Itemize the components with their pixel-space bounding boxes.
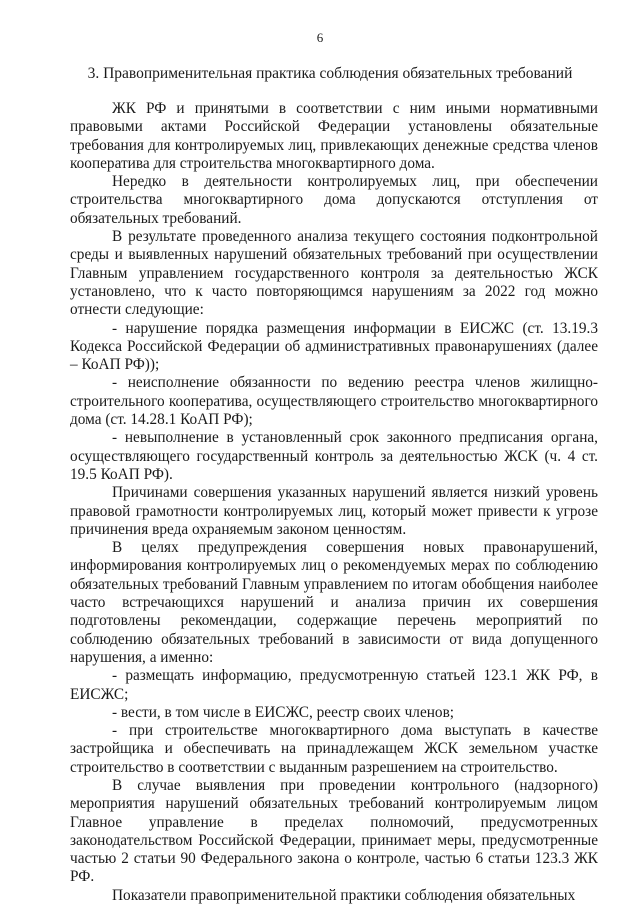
paragraph: В результате проведенного анализа текущего состояния подконтрольной среды и выявленных нарушений обязательных требований при осуществлении Главным управлением государственного контроля за деятельностью ЖСК установлено, что к часто повторяющимся нарушениям за 2022 год можно отнести следующие: xyxy=(70,228,598,319)
paragraph: В целях предупреждения совершения новых правонарушений, информирования контролируемых лиц о рекомендуемых мерах по соблюдению обязательных требований Главным управлением по итогам обобщения наиболее часто встречающихся нарушений и анализа причин их совершения подготовлены рекомендации, содержащие перечень мероприятий по соблюдению обязательных требований в зависимости от вида допущенного нарушения, а именно: xyxy=(70,539,598,666)
list-item: - невыполнение в установленный срок законного предписания органа, осуществляющего государственный контроль за деятельностью ЖСК (ч. 4 ст. 19.5 КоАП РФ). xyxy=(70,429,598,483)
paragraph: Показатели правоприменительной практики соблюдения обязательных xyxy=(112,886,576,904)
paragraph: Причинами совершения указанных нарушений является низкий уровень правовой грамотности контролируемых лиц, который может привести к угрозе причинения вреда охраняемым законом ценностям. xyxy=(70,484,598,538)
paragraph: Нередко в деятельности контролируемых лиц, при обеспечении строительства многоквартирного дома допускаются отступления от обязательных требований. xyxy=(70,173,598,227)
page-number: 6 xyxy=(316,30,324,45)
paragraph: ЖК РФ и принятыми в соответствии с ним иными нормативными правовыми актами Российской Федерации установлены обязательные требования для контролируемых лиц, привлекающих денежные средства членов кооператива для строительства многоквартирного дома. xyxy=(70,100,598,172)
list-item: - неисполнение обязанности по ведению реестра членов жилищно-строительного кооператива, осуществляющего строительство многоквартирного дома (ст. 14.28.1 КоАП РФ); xyxy=(70,374,598,429)
paragraph: В случае выявления при проведении контрольного (надзорного) мероприятия нарушений обязательных требований контролируемым лицом Главное управление в пределах полномочий, предусмотренных законодательством Российской Федерации, принимает меры, предусмотренные частью 2 статьи 90 Федерального закона о контроле, частью 6 статьи 123.3 ЖК РФ. xyxy=(70,776,598,886)
section-heading: 3. Правоприменительная практика соблюдения обязательных требований xyxy=(87,65,573,82)
list-item: - нарушение порядка размещения информации в ЕИСЖС (ст. 13.19.3 Кодекса Российской Федерации об административных правонарушениях (далее – КоАП РФ)); xyxy=(70,319,598,374)
list-item: - вести, в том числе в ЕИСЖС, реестр своих членов; xyxy=(112,703,455,721)
body-text xyxy=(70,100,598,905)
list-item: - при строительстве многоквартирного дома выступать в качестве застройщика и обеспечивать на принадлежащем ЖСК земельном участке строительство в соответствии с выданным разрешением на строительство. xyxy=(70,722,598,776)
list-item: - размещать информацию, предусмотренную статьей 123.1 ЖК РФ, в ЕИСЖС; xyxy=(70,667,598,703)
